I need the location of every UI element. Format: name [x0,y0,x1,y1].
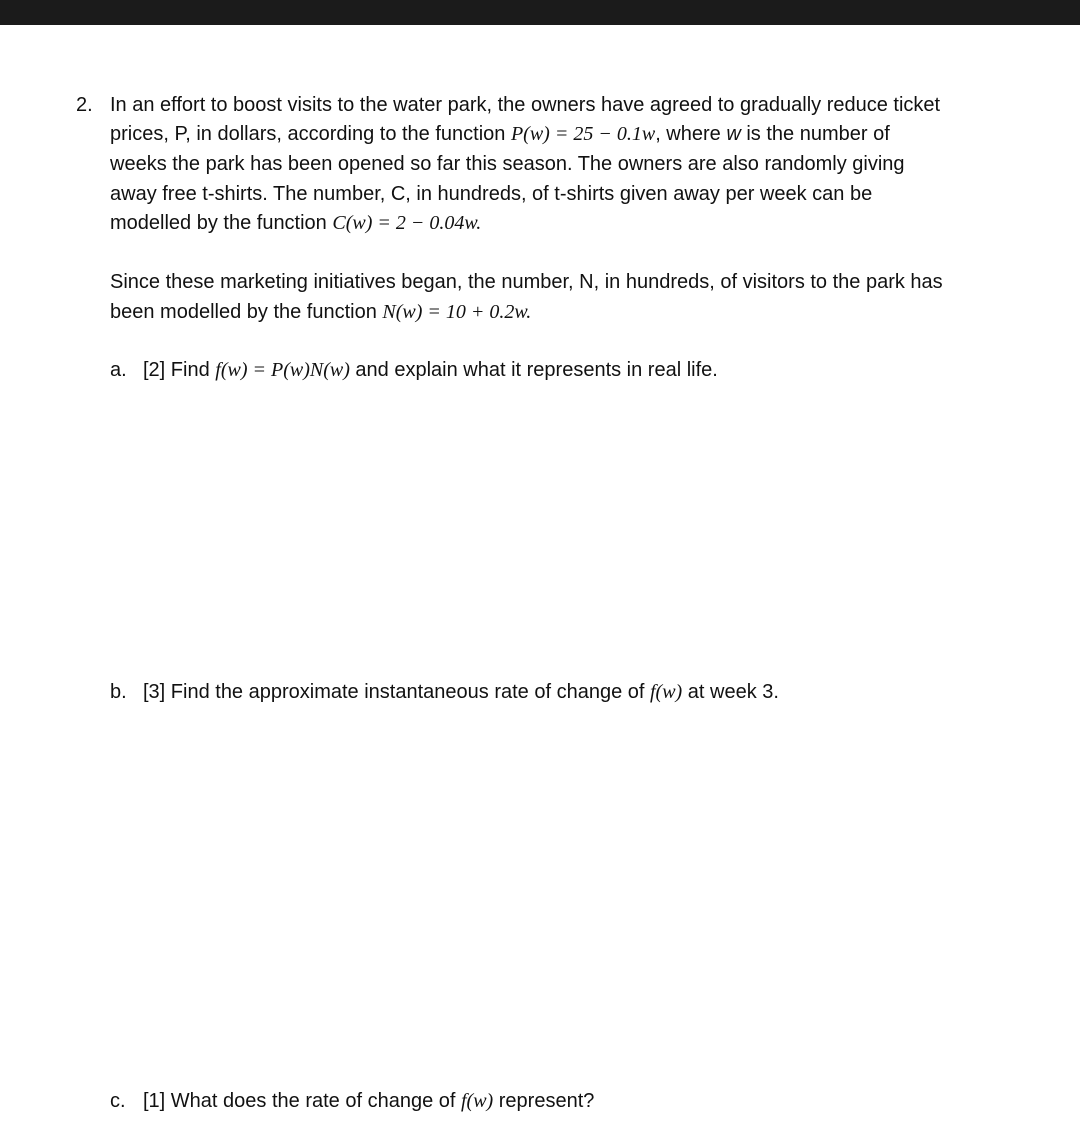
part-b-text [143,678,779,706]
text-segment: [1] What does the rate of change of [143,1090,461,1112]
text-segment: In an effort to boost visits to the water park, the owners have agreed to gradually reduce ticket [110,94,941,116]
text-segment: prices, P, in dollars, according to the function [110,123,511,145]
intro-line-4 [110,180,872,208]
paragraph2-line-1 [110,268,943,296]
intro-line-5 [110,209,481,237]
paragraph2-line-2 [110,298,531,326]
question-number: 2. [76,94,93,116]
text-segment: away free t-shirts. The number, C, in hundreds, of t-shirts given away per week can be [110,183,873,205]
intro-line-2 [110,120,890,148]
math-expression: f(w) [460,1090,494,1112]
text-segment: is the number of [740,123,890,145]
text-segment: at week 3. [682,681,779,703]
math-expression: C(w) = 2 − 0.04w. [332,212,482,234]
math-expression: N(w) = 10 + 0.2w. [382,301,532,323]
text-segment: modelled by the function [110,212,333,234]
top-black-bar [0,0,1080,25]
math-expression: f(w) = P(w)N(w) [215,359,350,381]
text-segment: been modelled by the function [110,301,383,323]
intro-line-1 [110,91,940,119]
math-expression: f(w) [650,681,683,703]
text-segment: [2] Find [143,359,216,381]
part-b-label: b. [110,681,127,703]
text-segment: and explain what it represents in real life. [349,359,718,381]
text-segment: [3] Find the approximate instantaneous rate of change of [143,681,650,703]
text-segment: weeks the park has been opened so far this season. The owners are also randomly giving [110,153,905,175]
part-c-label: c. [110,1090,126,1112]
text-segment: , where [655,123,727,145]
part-c-text [143,1087,594,1115]
emphasized-text: w [726,123,741,145]
part-a-text [143,356,718,384]
math-expression: P(w) = 25 − 0.1w [510,123,656,145]
intro-line-3 [110,150,905,178]
text-segment: Since these marketing initiatives began, the number, N, in hundreds, of visitors to the park has [110,271,943,293]
text-segment: represent? [493,1090,595,1112]
part-a-label: a. [110,359,127,381]
